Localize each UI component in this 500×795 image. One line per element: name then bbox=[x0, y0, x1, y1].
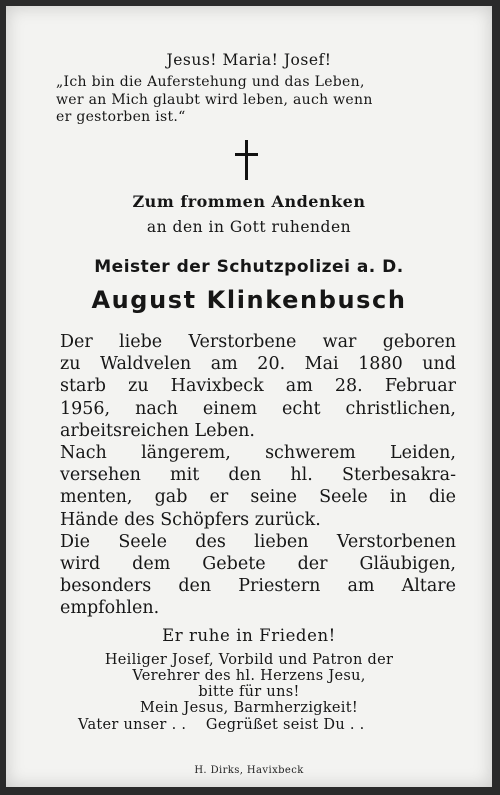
biography-line: 1956, nach einem echt christlichen, bbox=[60, 398, 456, 419]
biography-line: wird dem Gebete der Gläubigen, bbox=[60, 554, 456, 575]
biography-line: Hände des Schöpfers zurück. bbox=[60, 509, 321, 530]
scripture-quote bbox=[56, 74, 476, 127]
cross-icon bbox=[232, 140, 262, 180]
quote-line: wer an Mich glaubt wird leben, auch wenn bbox=[56, 91, 373, 108]
biography-line: Die Seele des lieben Verstorbenen bbox=[60, 531, 456, 552]
invocation: Jesus! Maria! Josef! bbox=[166, 51, 332, 69]
biography-line: versehen mit den hl. Sterbesakra- bbox=[60, 465, 456, 486]
prayer-line: bitte für uns! bbox=[198, 684, 300, 700]
quote-line: er gestorben ist.“ bbox=[56, 109, 186, 125]
biography-line: arbeitsreichen Leben. bbox=[60, 420, 255, 441]
deceased-name: August Klinkenbusch bbox=[91, 286, 407, 314]
biography-line: empfohlen. bbox=[60, 598, 160, 619]
quote-line: „Ich bin die Auferstehung und das Leben, bbox=[56, 74, 365, 90]
prayer-final-line: Vater unser . . Gegrüßet seist Du . . bbox=[78, 717, 365, 733]
rest-in-peace: Er ruhe in Frieden! bbox=[162, 626, 336, 645]
deceased-rank: Meister der Schutzpolizei a. D. bbox=[94, 257, 404, 277]
biography-line: zu Waldvelen am 20. Mai 1880 und bbox=[60, 354, 456, 375]
dedication-title: Zum frommen Andenken bbox=[132, 192, 366, 211]
biography-line: starb zu Havixbeck am 28. Februar bbox=[60, 376, 456, 397]
prayer-line: Heiliger Josef, Vorbild und Patron der bbox=[104, 652, 394, 668]
biography-line: Nach längerem, schwerem Leiden, bbox=[60, 443, 456, 464]
biography bbox=[60, 331, 456, 620]
biography-line: Der liebe Verstorbene war geboren bbox=[60, 332, 456, 352]
biography-line: menten, gab er seine Seele in die bbox=[60, 487, 456, 508]
biography-line: besonders den Priestern am Altare bbox=[60, 576, 456, 597]
closing-prayer bbox=[6, 652, 492, 716]
printer-imprint: H. Dirks, Havixbeck bbox=[194, 765, 304, 776]
memorial-card bbox=[6, 6, 492, 787]
prayer-line: Mein Jesus, Barmherzigkeit! bbox=[140, 700, 358, 716]
dedication-subtitle: an den in Gott ruhenden bbox=[146, 218, 352, 236]
prayer-line: Verehrer des hl. Herzens Jesu, bbox=[132, 668, 366, 684]
